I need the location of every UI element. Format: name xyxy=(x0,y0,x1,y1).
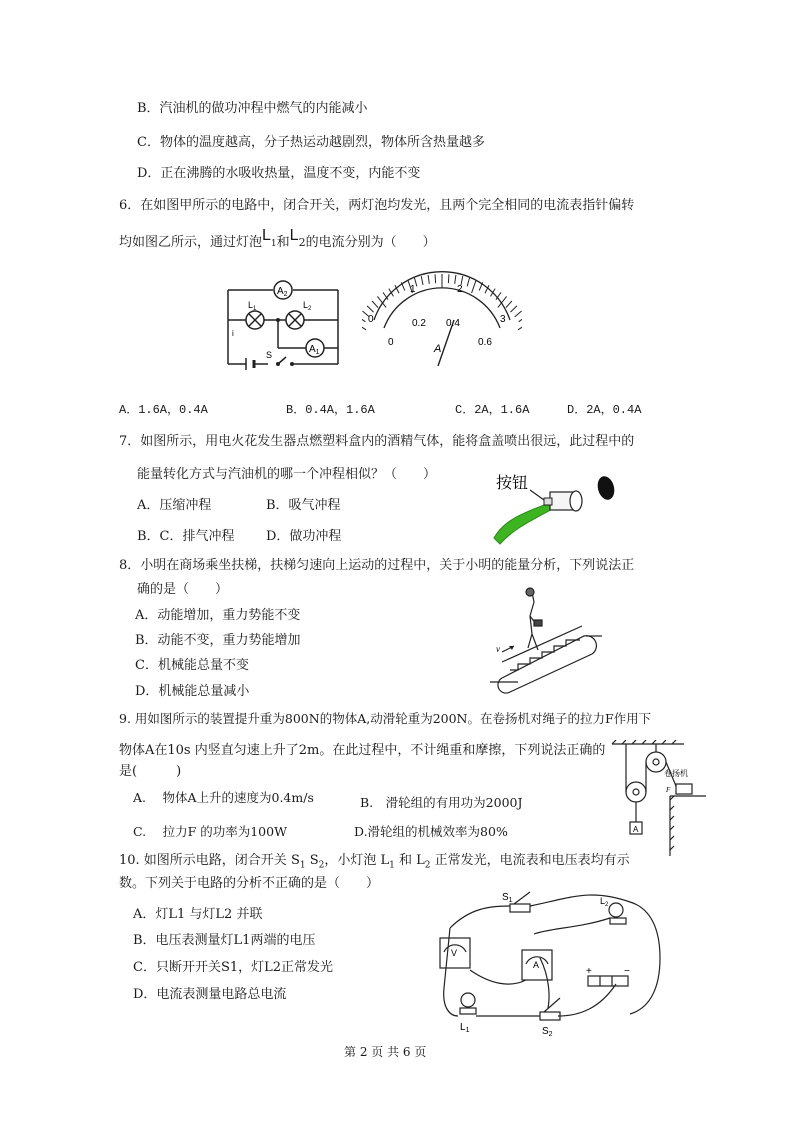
svg-text:A2: $A_2$ xyxy=(277,286,288,298)
dial-tick xyxy=(367,306,373,312)
svg-text:+: + xyxy=(586,966,592,977)
dial-tick xyxy=(467,278,469,287)
dial-tick xyxy=(515,311,522,317)
svg-text:−: − xyxy=(624,966,630,977)
q7-option-b: B．吸气冲程 xyxy=(266,498,341,513)
dial-tick xyxy=(510,306,516,312)
svg-text:0: 0 xyxy=(368,314,374,325)
svg-text:0.2: 0.2 xyxy=(412,318,426,329)
q8-option-c: C．机械能总量不变 xyxy=(135,658,249,673)
q6-option-b: B．0.4A，1.6A xyxy=(286,403,375,417)
q9-pulley-figure xyxy=(608,740,710,858)
q10-option-c: C．只断开开关S1，灯L2正常发光 xyxy=(133,960,334,975)
q9-stem-line1: 9. 用如图所示的装置提升重为800N的物体A,动滑轮重为200N。在卷扬机对绳子的拉力F作用下 xyxy=(119,711,652,726)
dial-tick xyxy=(362,322,366,330)
q6-stem-line1: 6．在如图甲所示的电路中，闭合开关，两灯泡均发光，且两个完全相同的电流表指针偏转 xyxy=(119,198,635,213)
q7-stem-line1: 7．如图所示，用电火花发生器点燃塑料盒内的酒精气体，能将盒盖喷出很远，此过程中的 xyxy=(119,434,635,449)
q10-stem-line1: 10. 如图所示电路，闭合开关 $S_1$ $S_2$，小灯泡 $L_1$ 和 $L_2$ 正常发光，电流表和电压表均有示 xyxy=(119,853,630,871)
dial-tick xyxy=(472,280,477,293)
q7-option-a: A．压缩冲程 xyxy=(137,498,212,513)
svg-text:A: A xyxy=(533,960,540,970)
svg-text:V: V xyxy=(451,948,458,958)
q9-option-d: D.滑轮组的机械效率为80% xyxy=(354,824,508,839)
svg-text:S: S xyxy=(266,350,273,360)
dial-tick xyxy=(455,275,456,284)
dial-tick xyxy=(519,317,522,322)
dial-tick xyxy=(372,301,378,308)
svg-text:L2: $L_2$ xyxy=(303,300,312,312)
svg-text:i: i xyxy=(232,329,234,338)
svg-text:S2: $S_2$ xyxy=(542,1026,553,1036)
svg-text:A1: $A_1$ xyxy=(309,344,320,356)
q6-option-c: C．2A，1.6A xyxy=(455,403,530,417)
q6-circuit-diagram xyxy=(218,272,346,382)
q9-option-c: C. 拉力F 的功率为100W xyxy=(133,824,287,839)
q8-stem-line2: 确的是（ ） xyxy=(137,582,229,597)
q9-option-a: A. 物体A上升的速度为0.4m/s xyxy=(133,790,314,805)
svg-text:0: 0 xyxy=(388,337,394,348)
q10-option-a: A．灯L1 与灯L2 并联 xyxy=(133,907,263,922)
q7-ignition-figure xyxy=(486,466,626,548)
q8-stem-line1: 8．小明在商场乘坐扶梯，扶梯匀速向上运动的过程中，关于小明的能量分析，下列说法正 xyxy=(119,558,635,573)
q6-option-a: A．1.6A，0.4A xyxy=(119,403,208,417)
svg-text:A: A xyxy=(633,825,639,834)
q10-option-d: D．电流表测量电路总电流 xyxy=(133,987,287,1002)
svg-text:0.6: 0.6 xyxy=(478,337,492,348)
dial-tick xyxy=(435,274,436,283)
dial-tick xyxy=(448,274,449,283)
dial-tick xyxy=(506,301,512,308)
svg-text:卷扬机: 卷扬机 xyxy=(664,769,688,778)
svg-text:S1: $S_1$ xyxy=(502,892,513,904)
q7-option-c: B．C．排气冲程 xyxy=(137,529,235,544)
dial-tick xyxy=(518,322,522,330)
svg-text:F: F xyxy=(666,786,671,794)
dial-tick xyxy=(498,296,507,307)
q9-stem-line3: 是( ) xyxy=(119,764,182,779)
q8-option-d: D．机械能总量减小 xyxy=(135,684,250,699)
q5-option-c: C．物体的温度越高，分子热运动越剧烈，物体所含热量越多 xyxy=(137,135,485,150)
svg-text:0.4: 0.4 xyxy=(446,318,460,329)
svg-text:L1: $L_1$ xyxy=(460,1022,470,1034)
svg-text:A: A xyxy=(434,343,442,355)
svg-text:按钮: 按钮 xyxy=(496,473,529,492)
q5-option-d: D．正在沸腾的水吸收热量，温度不变，内能不变 xyxy=(137,166,421,181)
svg-text:v: v xyxy=(496,644,500,654)
q6-option-d: D．2A，0.4A xyxy=(567,403,642,417)
svg-text:1: 1 xyxy=(410,284,416,295)
dial-tick xyxy=(428,275,429,284)
dial-tick xyxy=(377,296,386,307)
q10-option-b: B．电压表测量灯L1两端的电压 xyxy=(133,933,316,948)
q6-ammeter-dial xyxy=(362,270,522,370)
q9-stem-line2: 物体A在10s 内竖直匀速上升了2m。在此过程中，不计绳重和摩擦，下列说法正确的 xyxy=(119,743,606,758)
q6-stem-line2: 均如图乙所示，通过灯泡$L_1$和L2的电流分别为（ ） xyxy=(119,227,436,250)
svg-text:3: 3 xyxy=(500,314,506,325)
svg-text:L2: $L_2$ xyxy=(600,896,609,908)
q10-circuit-figure xyxy=(430,888,670,1036)
dial-tick xyxy=(362,317,365,322)
q10-stem-line2: 数。下列关于电路的分析不正确的是（ ） xyxy=(119,876,380,891)
q8-option-a: A．动能增加，重力势能不变 xyxy=(135,608,301,623)
q5-option-b: B．汽油机的做功冲程中燃气的内能减小 xyxy=(137,101,368,116)
page-footer: 第 2 页 共 6 页 xyxy=(344,1045,427,1059)
dial-tick xyxy=(421,276,423,285)
q9-option-b: B. 滑轮组的有用功为2000J xyxy=(360,795,523,810)
q8-option-b: B．动能不变，重力势能增加 xyxy=(135,633,301,648)
svg-text:L1: $L_1$ xyxy=(248,300,257,312)
q8-escalator-figure xyxy=(488,586,604,694)
q7-option-d: D．做功冲程 xyxy=(266,529,342,544)
q7-stem-line2: 能量转化方式与汽油机的哪一个冲程相似？（ ） xyxy=(137,467,437,482)
svg-text:2: 2 xyxy=(457,284,463,295)
